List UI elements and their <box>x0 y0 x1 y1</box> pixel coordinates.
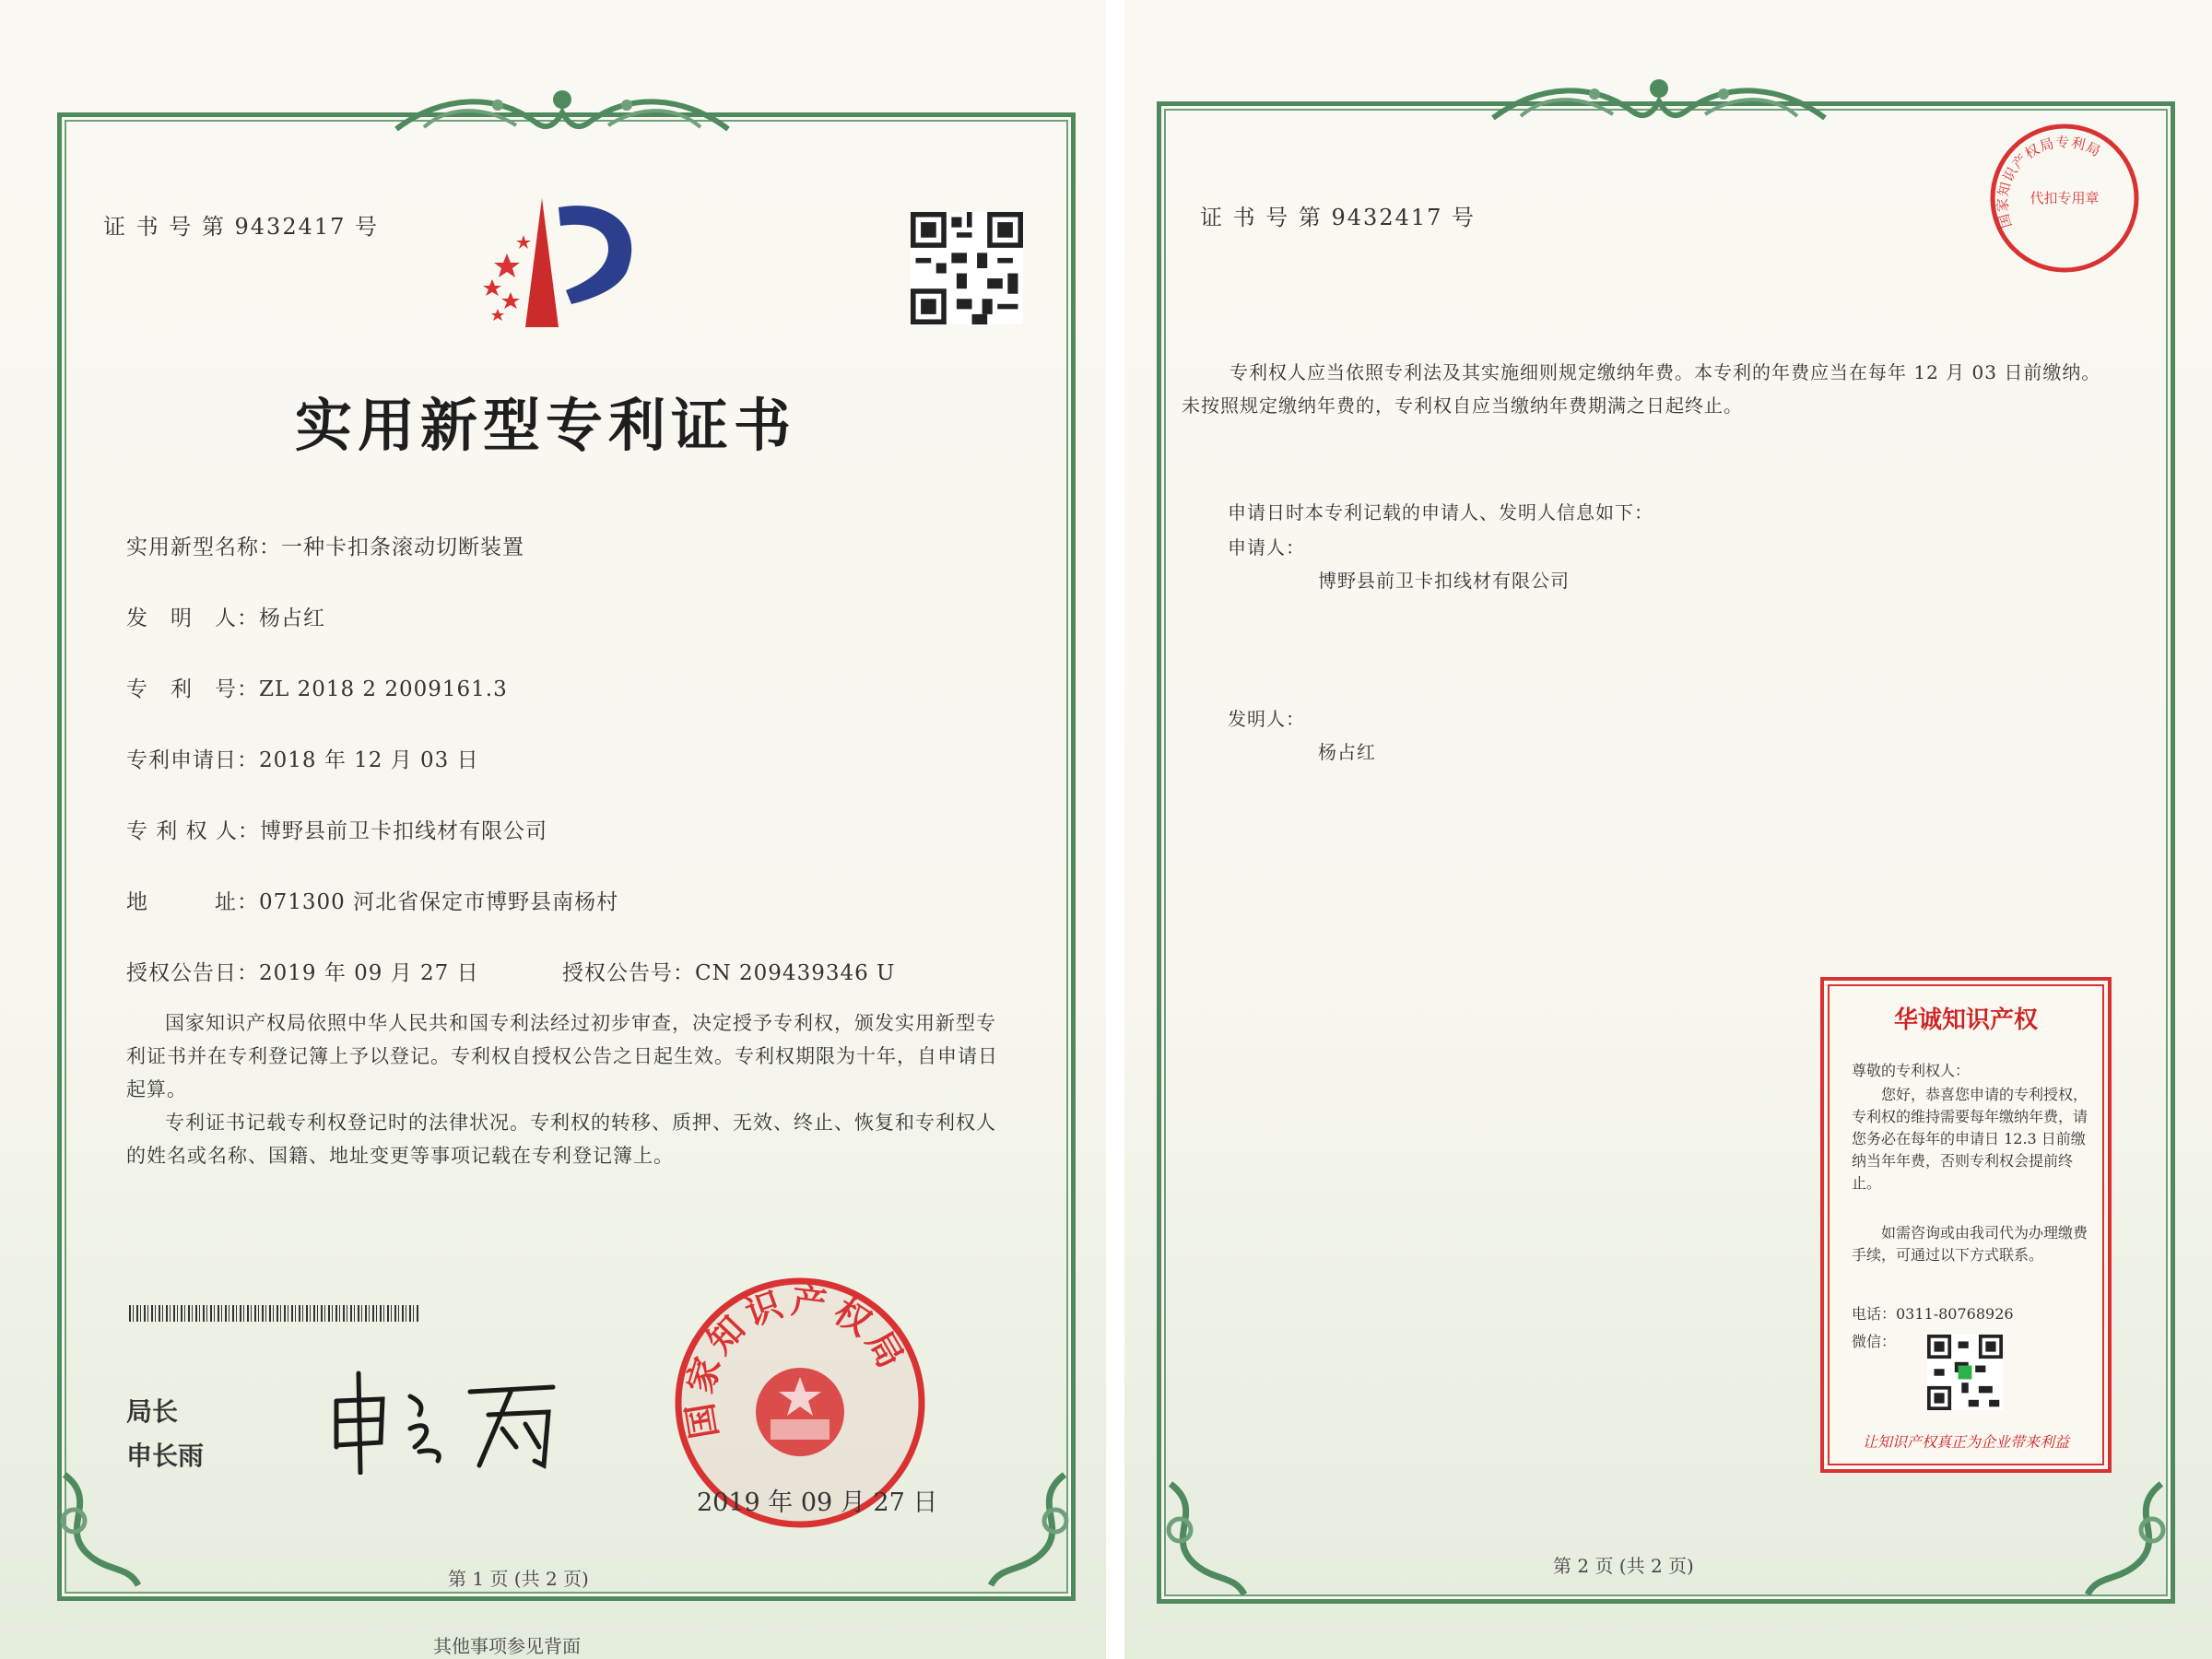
field-label: 授权公告号： <box>562 961 695 985</box>
fee-deduction-stamp-icon <box>1986 120 2143 276</box>
patentee-row <box>126 814 547 844</box>
svg-text:国家知识产权局专利局: 国家知识产权局专利局 <box>1994 134 2104 230</box>
director-title: 局长 <box>126 1396 179 1427</box>
grant-number-row <box>562 956 895 986</box>
grant-paragraph: 国家知识产权局依照中华人民共和国专利法经过初步审查，决定授予专利权，颁发实用新型专利证书并在专利登记簿上予以登记。专利权自授权公告之日起生效。专利权期限为十年，自申请日起算。 <box>126 1012 998 1100</box>
seal-date: 2019 年 09 月 27 日 <box>697 1488 938 1517</box>
agency-notice-sticker <box>1820 977 2112 1473</box>
field-label: 授权公告日： <box>126 961 259 985</box>
field-label: 专 利 权 人： <box>126 819 260 843</box>
page-number-2: 第 2 页 (共 2 页) <box>1553 1555 1694 1577</box>
notice-phone: 电话：0311-80768926 <box>1852 1305 2014 1323</box>
notice-footer: 让知识产权真正为企业带来利益 <box>1862 1433 2069 1451</box>
filing-date-row <box>126 743 479 773</box>
inventor-row <box>126 601 325 631</box>
inventor-label: 发明人： <box>1228 708 1305 730</box>
corner-ornament-bl <box>46 1465 147 1594</box>
certificate-number: 证 书 号 第 9432417 号 <box>103 214 380 240</box>
notice-greeting: 尊敬的专利权人： <box>1852 1062 1971 1079</box>
applicant-value: 博野县前卫卡扣线材有限公司 <box>1318 570 1570 592</box>
wechat-qr-icon <box>1927 1335 2003 1410</box>
top-ornament <box>387 85 737 140</box>
agency-name: 华诚知识产权 <box>1893 1006 2038 1034</box>
utility-model-name-row <box>126 530 524 560</box>
corner-ornament-bl <box>1152 1475 1253 1604</box>
applicant-label: 申请人： <box>1228 536 1305 559</box>
field-value: 071300 河北省保定市博野县南杨村 <box>259 890 619 914</box>
top-ornament <box>1484 74 1834 129</box>
back-note: 其他事项参见背面 <box>433 1635 581 1657</box>
corner-ornament-br <box>2078 1475 2180 1604</box>
field-value: 一种卡扣条滚动切断装置 <box>281 535 524 559</box>
notice-wechat-label: 微信： <box>1852 1333 1897 1350</box>
svg-text:代扣专用章: 代扣专用章 <box>2030 190 2100 206</box>
certificate-number: 证 书 号 第 9432417 号 <box>1200 205 1477 230</box>
notice-contact: 如需咨询或由我司代为办理缴费手续，可通过以下方式联系。 <box>1852 1224 2088 1264</box>
qr-code-icon <box>911 212 1023 324</box>
field-label: 专利申请日： <box>126 748 259 772</box>
field-value: 2019 年 09 月 27 日 <box>259 961 479 985</box>
patent-number-row <box>126 672 508 702</box>
notice-body: 您好，恭喜您申请的专利授权，专利权的维持需要每年缴纳年费，请您务必在每年的申请日 12.3 日前缴纳当年年费，否则专利权会提前终止。 <box>1852 1086 2088 1192</box>
grant-date-row <box>126 956 479 986</box>
field-value: 杨占红 <box>259 606 325 630</box>
cnipa-logo-icon <box>470 189 654 336</box>
field-value: 博野县前卫卡扣线材有限公司 <box>259 819 547 843</box>
field-label: 地 址： <box>126 890 259 914</box>
page-gap <box>1106 0 1124 1659</box>
director-signature-icon <box>318 1364 567 1475</box>
field-value: CN 209439346 U <box>695 961 896 985</box>
director-name: 申长雨 <box>126 1441 205 1471</box>
corner-ornament-br <box>982 1465 1083 1594</box>
certificate-title: 实用新型专利证书 <box>295 392 797 459</box>
inventor-value: 杨占红 <box>1318 741 1376 763</box>
field-label: 发 明 人： <box>126 606 259 630</box>
page-number-1: 第 1 页 (共 2 页) <box>448 1568 589 1590</box>
field-label: 专 利 号： <box>126 677 259 701</box>
barcode-icon <box>129 1305 420 1322</box>
legal-status-paragraph: 专利证书记载专利权登记时的法律状况。专利权的转移、质押、无效、终止、恢复和专利权人的姓名或名称、国籍、地址变更等事项记载在专利登记簿上。 <box>126 1112 996 1167</box>
info-intro: 申请日时本专利记载的申请人、发明人信息如下： <box>1228 501 1653 524</box>
address-row <box>126 885 618 915</box>
field-label: 实用新型名称： <box>126 535 281 559</box>
svg-text:国家知识产权局: 国家知识产权局 <box>677 1279 915 1442</box>
annual-fee-paragraph: 专利权人应当依照专利法及其实施细则规定缴纳年费。本专利的年费应当在每年 12 月 03 日前缴纳。未按照规定缴纳年费的，专利权自应当缴纳年费期满之日起终止。 <box>1182 361 2101 417</box>
field-value: ZL 2018 2 2009161.3 <box>259 677 508 701</box>
field-value: 2018 年 12 月 03 日 <box>259 748 479 772</box>
